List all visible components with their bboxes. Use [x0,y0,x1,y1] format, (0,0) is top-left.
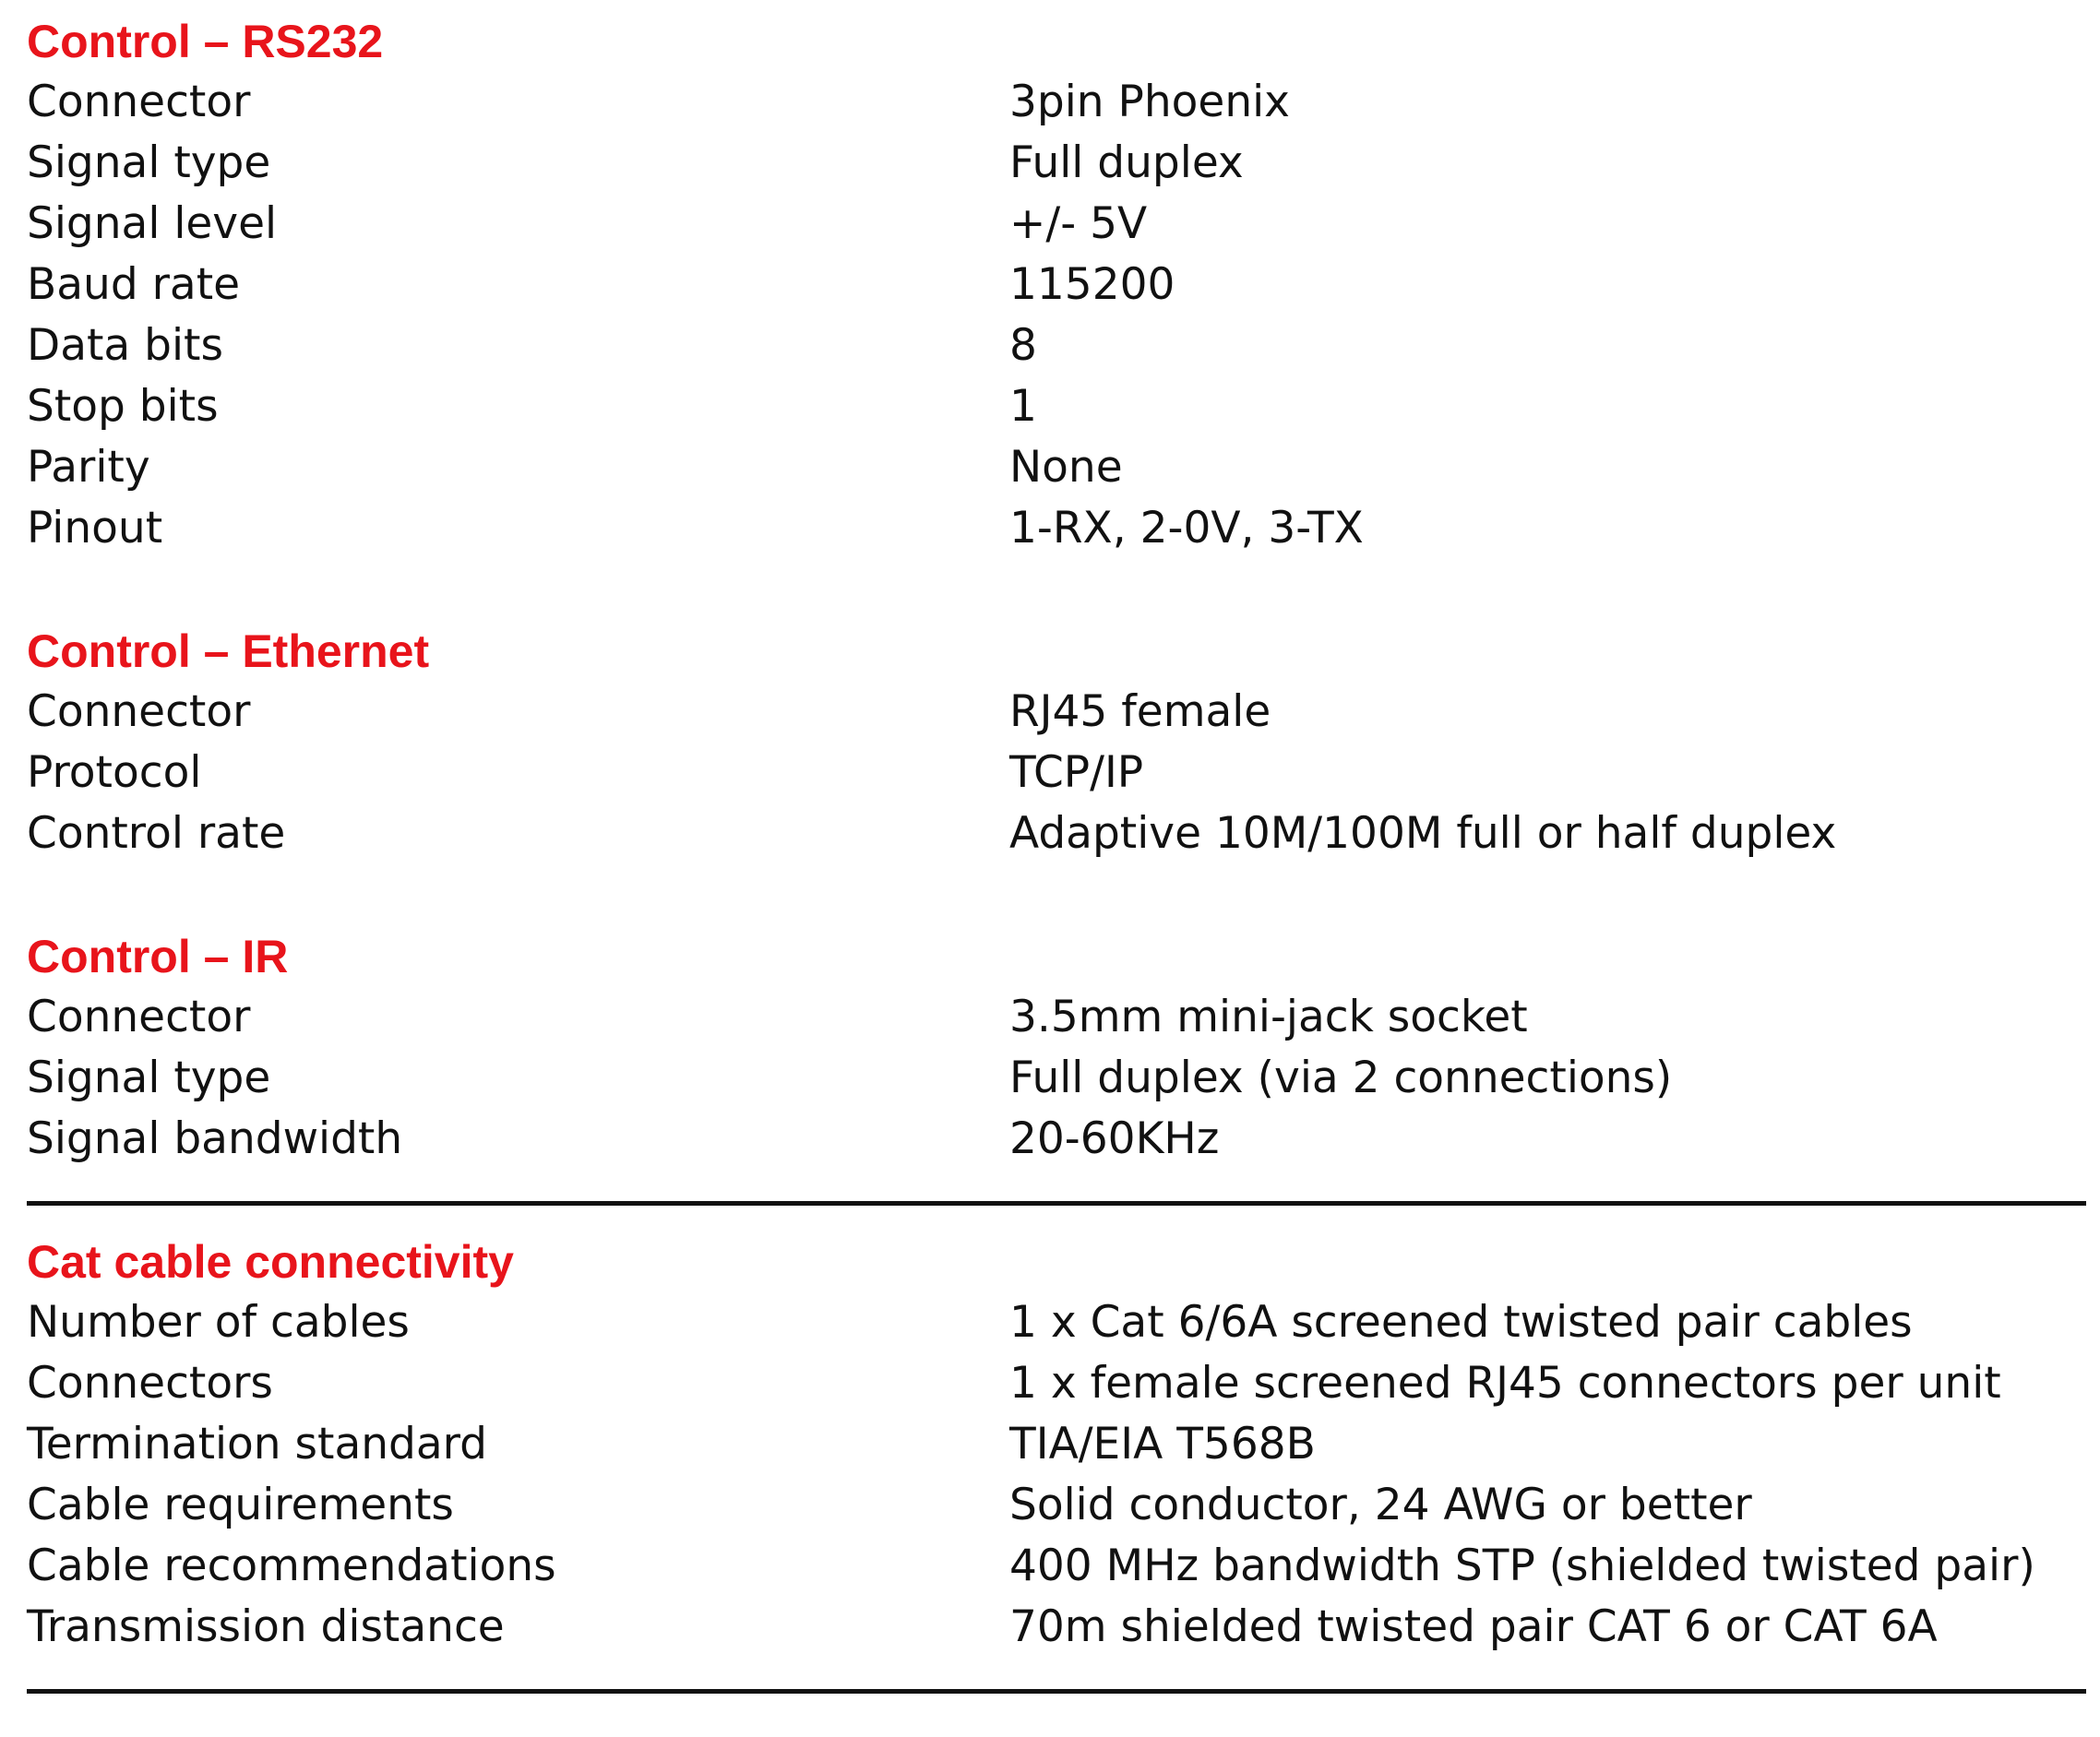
spec-value: 400 MHz bandwidth STP (shielded twisted pair) [1009,1541,2035,1591]
spec-row [27,1292,2086,1353]
spec-row [27,72,2086,133]
spec-value: 1 [1009,381,1037,432]
section-title-rs232: Control – RS232 [27,16,384,67]
spec-row [27,315,2086,376]
spec-label: Connector [27,686,251,737]
spec-label: Signal type [27,137,271,188]
spec-value: +/- 5V [1009,198,1148,249]
spec-label: Connectors [27,1358,273,1409]
spec-value: 20-60KHz [1009,1113,1220,1164]
spec-label: Control rate [27,808,286,859]
spec-row [27,498,2086,559]
spec-value: 1 x Cat 6/6A screened twisted pair cables [1009,1297,1913,1348]
section-divider [27,1689,2086,1694]
spec-value: TIA/EIA T568B [1009,1419,1316,1469]
spec-label: Parity [27,442,150,493]
section-divider [27,1201,2086,1206]
spec-row [27,255,2086,315]
spec-label: Cable requirements [27,1480,454,1530]
spec-row [27,1475,2086,1536]
spec-label: Protocol [27,747,202,798]
spec-label: Connector [27,992,251,1042]
spec-label: Pinout [27,503,163,553]
spec-label: Signal level [27,198,278,249]
spec-label: Data bits [27,320,223,371]
spec-row [27,1597,2086,1658]
spec-row [27,803,2086,864]
spec-value: 1-RX, 2-0V, 3-TX [1009,503,1364,553]
spec-value: 3pin Phoenix [1009,77,1290,127]
spec-value: Full duplex [1009,137,1244,188]
spec-label: Signal type [27,1053,271,1103]
spec-row [27,1048,2086,1109]
spec-label: Number of cables [27,1297,410,1348]
spec-row [27,1353,2086,1414]
section-title-ethernet: Control – Ethernet [27,625,430,677]
spec-row [27,1109,2086,1170]
spec-value: 3.5mm mini-jack socket [1009,992,1528,1042]
spec-value: RJ45 female [1009,686,1271,737]
spec-value: Solid conductor, 24 AWG or better [1009,1480,1752,1530]
spec-label: Baud rate [27,259,241,310]
spec-value: Adaptive 10M/100M full or half duplex [1009,808,1837,859]
spec-value: 8 [1009,320,1037,371]
spec-row [27,743,2086,803]
spec-value: None [1009,442,1123,493]
spec-label: Signal bandwidth [27,1113,403,1164]
spec-row [27,133,2086,194]
spec-label: Transmission distance [27,1601,505,1652]
section-title-cat-cable: Cat cable connectivity [27,1236,514,1288]
spec-label: Termination standard [27,1419,488,1469]
spec-value: TCP/IP [1009,747,1144,798]
section-title-ir: Control – IR [27,931,289,982]
spec-value: Full duplex (via 2 connections) [1009,1053,1673,1103]
spec-label: Cable recommendations [27,1541,556,1591]
spec-row [27,987,2086,1048]
spec-row [27,1536,2086,1597]
spec-value: 1 x female screened RJ45 connectors per unit [1009,1358,2001,1409]
spec-label: Connector [27,77,251,127]
spec-value: 70m shielded twisted pair CAT 6 or CAT 6A [1009,1601,1938,1652]
spec-row [27,437,2086,498]
spec-value: 115200 [1009,259,1175,310]
spec-row [27,194,2086,255]
spec-row [27,1414,2086,1475]
spec-row [27,376,2086,437]
spec-label: Stop bits [27,381,219,432]
spec-row [27,682,2086,743]
